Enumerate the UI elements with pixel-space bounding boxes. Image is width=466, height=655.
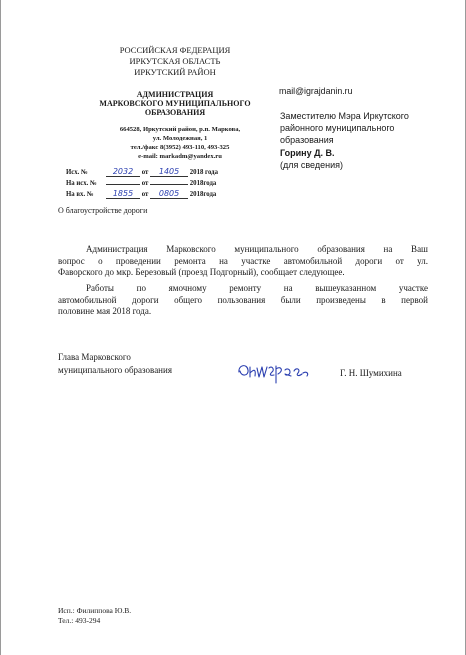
- reply-to-number-line: [66, 179, 216, 188]
- outgoing-year: 2018 года: [189, 169, 219, 176]
- incoming-ot: от: [141, 191, 149, 198]
- outgoing-number: 2032: [106, 168, 140, 177]
- header-phone: тел./факс 8(3952) 493-110, 493-325: [130, 144, 230, 151]
- header-org-line1: АДМИНИСТРАЦИЯ: [136, 90, 214, 99]
- body-p2-line1: Работы по ямочному ремонту на вышеуказанном участке: [86, 283, 428, 293]
- recipient-line3: образования: [280, 135, 334, 145]
- outgoing-number-line: [66, 168, 218, 177]
- handwritten-signature: [236, 358, 316, 384]
- body-p1-line3: Фаворского до мкр. Березовый (проезд Подгорный), сообщает следующее.: [58, 267, 345, 277]
- outgoing-date: 1405: [150, 168, 188, 177]
- header-address-line2: ул. Молодежная, 1: [152, 135, 208, 142]
- signatory-name: Г. Н. Шумихина: [340, 368, 402, 378]
- header-district: ИРКУТСКИЙ РАЙОН: [134, 67, 216, 77]
- outgoing-ot: от: [141, 169, 149, 176]
- body-p2-line2: автомобильной дороги общего пользования были произведены в первой: [58, 294, 428, 305]
- header-email: e-mail: markadm@yandex.ru: [138, 153, 222, 160]
- reply-to-year: 2018года: [189, 180, 217, 187]
- recipient-email: mail@igrajdanin.ru: [279, 86, 353, 96]
- reply-to-number: [106, 184, 140, 185]
- recipient-line1: Заместителю Мэра Иркутского: [280, 111, 409, 121]
- body-p1-line2: вопрос о проведении ремонта на участке автомобильной дороги от ул.: [58, 255, 428, 266]
- header-org-line2: МАРКОВСКОГО МУНИЦИПАЛЬНОГО: [99, 99, 251, 108]
- reply-to-ot: от: [141, 180, 149, 187]
- incoming-number: 1855: [106, 190, 140, 199]
- body-paragraph-1: [58, 244, 428, 279]
- incoming-number-line: [66, 190, 216, 199]
- signatory-position-line1: Глава Марковского: [58, 352, 131, 362]
- header-org-line3: ОБРАЗОВАНИЯ: [144, 108, 206, 117]
- incoming-date: 0805: [150, 190, 188, 199]
- footer-executor: Исп.: Филиппова Ю.В.: [58, 606, 132, 615]
- header-region: ИРКУТСКАЯ ОБЛАСТЬ: [129, 56, 221, 66]
- signatory-position-line2: муниципального образования: [58, 365, 172, 375]
- outgoing-label: Исх. №: [66, 169, 88, 176]
- recipient-line2: районного муниципального: [280, 123, 395, 133]
- incoming-label: На вх. №: [66, 191, 94, 198]
- body-paragraph-2: [58, 283, 428, 318]
- body-p2-line3: половине мая 2018 года.: [58, 306, 152, 316]
- body-p1-line1: Администрация Марковского муниципального образования на Ваш: [86, 244, 428, 254]
- signatory-position: [58, 351, 172, 377]
- header-country: РОССИЙСКАЯ ФЕДЕРАЦИЯ: [119, 45, 231, 55]
- recipient-note: (для сведения): [280, 160, 343, 170]
- reply-to-date: [150, 184, 188, 185]
- page-border-left: [0, 0, 1, 655]
- incoming-year: 2018года: [189, 191, 217, 198]
- recipient-name: Горину Д. В.: [280, 148, 335, 158]
- letter-subject: О благоустройстве дороги: [58, 206, 148, 215]
- footer-phone: Тел.: 493-294: [58, 616, 101, 625]
- reply-to-label: На исх. №: [66, 180, 97, 187]
- header-address-line1: 664528, Иркутский район, р.п. Маркова,: [119, 126, 241, 133]
